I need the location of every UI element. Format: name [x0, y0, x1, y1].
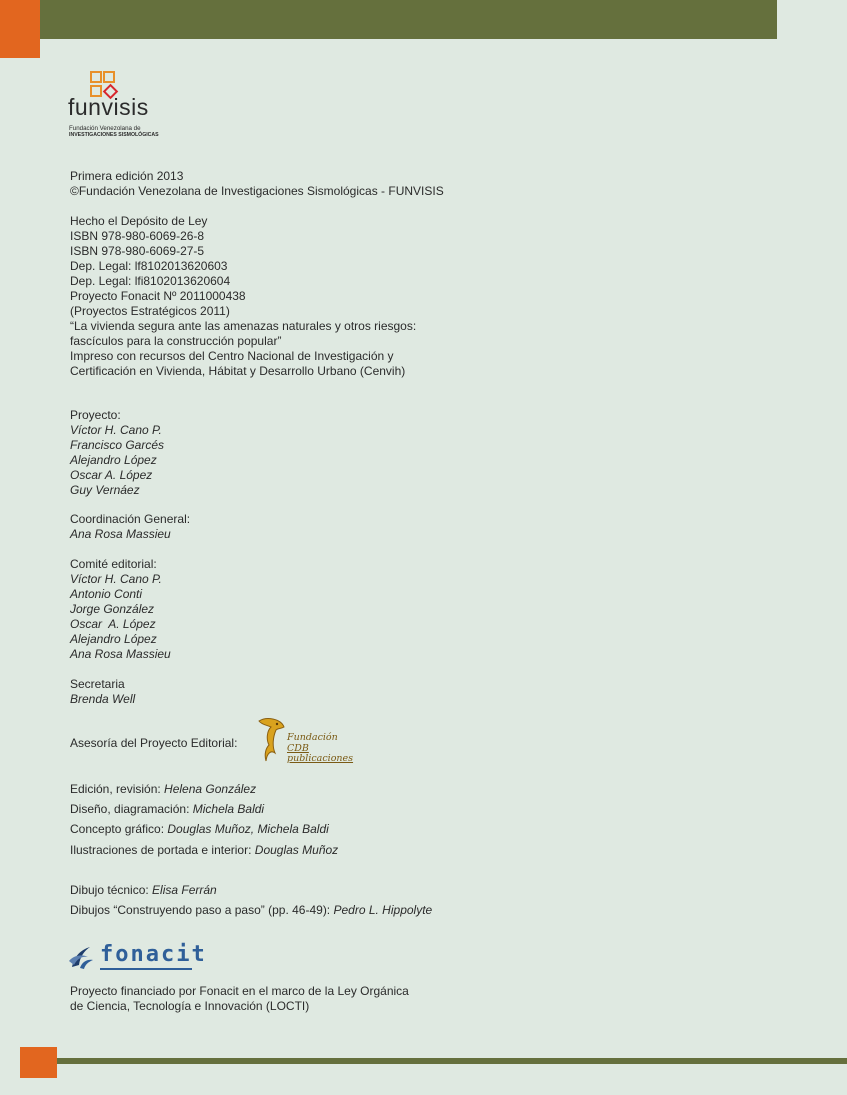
- person-name: Oscar A. López: [70, 617, 156, 631]
- person-name: Guy Vernáez: [70, 483, 140, 497]
- credit-label: Concepto gráfico:: [70, 822, 168, 837]
- asesoria-label: Asesoría del Proyecto Editorial:: [70, 736, 238, 750]
- proyecto-label: Proyecto:: [70, 408, 121, 422]
- secretaria-label: Secretaria: [70, 677, 125, 691]
- dolphin-icon: [255, 717, 289, 763]
- credit-value: Helena González: [164, 782, 257, 796]
- person-name: Víctor H. Cano P.: [70, 572, 162, 586]
- person-name: Jorge González: [70, 602, 155, 616]
- cdb-logo-text: [287, 733, 373, 765]
- legal-line: fascículos para la construcción popular”: [70, 334, 282, 348]
- credit-value: Douglas Muñoz, Michela Baldi: [167, 822, 329, 837]
- legal-line: “La vivienda segura ante las amenazas naturales y otros riesgos:: [70, 319, 417, 333]
- credit-line: [70, 819, 338, 839]
- logo-sub-line2: INVESTIGACIONES SISMOLÓGICAS: [69, 132, 159, 138]
- coordinacion-label: Coordinación General:: [70, 512, 191, 526]
- financing-line: Proyecto financiado por Fonacit en el marco de la Ley Orgánica: [70, 984, 409, 998]
- fonacit-underline: [100, 968, 192, 970]
- person-name: Ana Rosa Massieu: [70, 527, 171, 541]
- credit-line: [70, 840, 338, 860]
- copyright-line: ©Fundación Venezolana de Investigaciones Sismológicas - FUNVISIS: [70, 184, 444, 198]
- corner-accent: [0, 0, 40, 58]
- credit-label: Diseño, diagramación:: [70, 802, 193, 817]
- legal-line: Certificación en Vivienda, Hábitat y Desarrollo Urbano (Cenvih): [70, 364, 406, 378]
- person-name: Alejandro López: [70, 453, 157, 467]
- coordinacion-block: [70, 512, 190, 542]
- person-name: Ana Rosa Massieu: [70, 647, 171, 661]
- fonacit-logo: [66, 941, 207, 971]
- logo-subtitle: [69, 125, 159, 139]
- credit-line: [70, 880, 432, 900]
- fonacit-wordmark: fonacit: [100, 942, 207, 967]
- credits-block: [70, 779, 338, 860]
- financing-line: de Ciencia, Tecnología e Innovación (LOCTI): [70, 999, 310, 1013]
- person-name: Francisco Garcés: [70, 438, 165, 452]
- comite-label: Comité editorial:: [70, 557, 157, 571]
- header-bar: [21, 0, 777, 39]
- credit-label: Dibujos “Construyendo paso a paso” (pp. 46-49):: [70, 903, 334, 918]
- credit-value: Douglas Muñoz: [254, 842, 339, 857]
- credit-line: [70, 799, 338, 819]
- secretaria-block: [70, 677, 135, 707]
- credits2-block: [70, 880, 432, 920]
- person-name: Alejandro López: [70, 632, 157, 646]
- logo-sub-line1: Fundación Venezolana de: [69, 125, 141, 132]
- logo-wordmark: funvisis: [68, 94, 149, 120]
- legal-line: Dep. Legal: lfi8102013620604: [70, 274, 231, 288]
- credit-label: Dibujo técnico:: [70, 883, 153, 897]
- legal-line: Impreso con recursos del Centro Nacional de Investigación y: [70, 349, 394, 363]
- legal-line: Dep. Legal: lf8102013620603: [70, 259, 228, 273]
- legal-line: ISBN 978-980-6069-27-5: [70, 244, 205, 258]
- person-name: Antonio Conti: [70, 587, 143, 601]
- credit-value: Michela Baldi: [192, 802, 265, 817]
- proyecto-block: [70, 408, 164, 498]
- person-name: Víctor H. Cano P.: [70, 423, 162, 437]
- credit-value: Elisa Ferrán: [152, 883, 217, 897]
- edition-block: [70, 169, 444, 199]
- person-name: Oscar A. López: [70, 468, 153, 482]
- funvisis-logo: [68, 70, 163, 142]
- legal-line: ISBN 978-980-6069-26-8: [70, 229, 205, 243]
- legal-block: [70, 214, 416, 379]
- footer-bar: [57, 1058, 847, 1064]
- financing-block: [70, 984, 409, 1014]
- credit-label: Ilustraciones de portada e interior:: [70, 842, 255, 857]
- comite-block: [70, 557, 171, 662]
- edition-line: Primera edición 2013: [70, 169, 184, 183]
- credit-label: Edición, revisión:: [70, 782, 165, 796]
- legal-line: (Proyectos Estratégicos 2011): [70, 304, 230, 318]
- credit-line: [70, 900, 432, 920]
- credit-line: [70, 779, 338, 799]
- cdb-logo: [255, 717, 373, 763]
- footer-accent: [20, 1047, 57, 1078]
- person-name: Brenda Well: [70, 692, 136, 706]
- credit-value: Pedro L. Hippolyte: [333, 903, 433, 918]
- fonacit-emblem-icon: [66, 941, 96, 971]
- cdb-logo-line2: CDB publicaciones: [287, 742, 354, 764]
- legal-line: Proyecto Fonacit Nº 2011000438: [70, 289, 246, 303]
- cdb-logo-line1: Fundación: [287, 732, 338, 743]
- legal-line: Hecho el Depósito de Ley: [70, 214, 208, 228]
